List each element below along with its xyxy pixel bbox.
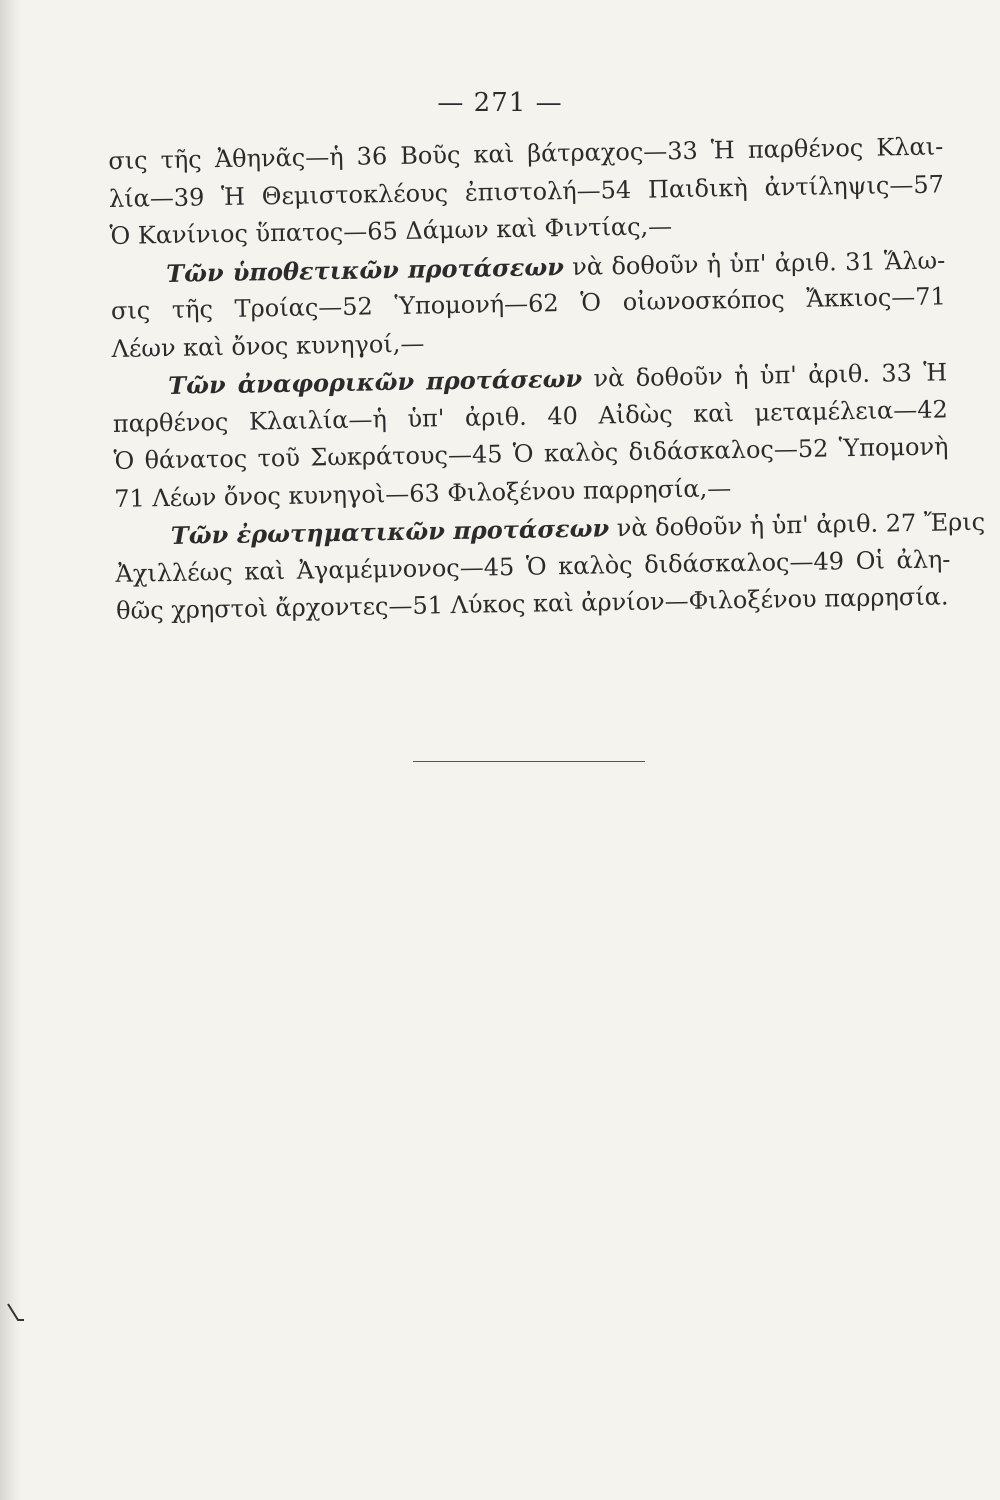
text-line: Λέων καὶ ὄνος κυνηγοί,—	[111, 329, 425, 363]
text-line: Ὁ Κανίνιος ὕπατος—65 Δάμων καὶ Φιντίας,—	[109, 212, 673, 250]
section-heading-interrogative: Τῶν ἐρωτηματικῶν προτάσεων	[170, 513, 610, 550]
text-run: νὰ δοθοῦν ἡ ὑπ' ἀριθ. 31 Ἅλω-	[571, 245, 946, 281]
text-line: σις τῆς Τροίας—52 Ὑπομονή—62 Ὁ οἰωνοσκόπος Ἄκκιος—71	[110, 282, 947, 325]
text-line: Ἀχιλλέως καὶ Ἀγαμέμνονος—45 Ὁ καλὸς διδάσκαλος—49 Οἱ ἀλη-	[115, 544, 951, 588]
page-number: — 271 —	[437, 88, 563, 118]
text-line: θῶς χρηστοὶ ἄρχοντες—51 Λύκος καὶ ἀρνίον—Φιλοξένου παρρησία.	[115, 582, 949, 625]
section-heading-hypothetical: Τῶν ὑποθετικῶν προτάσεων	[166, 251, 565, 288]
text-run: νὰ δοθοῦν ἡ ὑπ' ἀριθ. 27 Ἔρις	[616, 507, 986, 543]
section-heading-relative: Τῶν ἀναφορικῶν προτάσεων	[167, 363, 583, 400]
text-block	[108, 128, 986, 630]
text-line: σις τῆς Ἀθηνᾶς—ἡ 36 Βοῦς καὶ βάτραχος—33 Ἡ παρθένος Κλαι-	[108, 132, 944, 175]
text-line: 71 Λέων ὄνος κυνηγοὶ—63 Φιλοξένου παρρησία,—	[113, 473, 732, 513]
text-line: παρθένος Κλαιλία—ἡ ὑπ' ἀριθ. 40 Αἰδὼς καὶ μεταμέλεια—42	[112, 394, 949, 438]
end-rule	[413, 761, 645, 762]
text-line: λία—39 Ἡ Θεμιστοκλέους ἐπιστολή—54 Παιδικὴ ἀντίληψις—57	[108, 169, 945, 213]
text-line: Ὁ θάνατος τοῦ Σωκράτους—45 Ὁ καλὸς διδάσκαλος—52 Ὑπομονὴ	[113, 432, 949, 475]
text-run: νὰ δοθοῦν ἡ ὑπ' ἀριθ. 33 Ἡ	[593, 358, 948, 393]
margin-mark-icon	[6, 1300, 26, 1322]
binding-gutter-shadow	[0, 0, 22, 1500]
